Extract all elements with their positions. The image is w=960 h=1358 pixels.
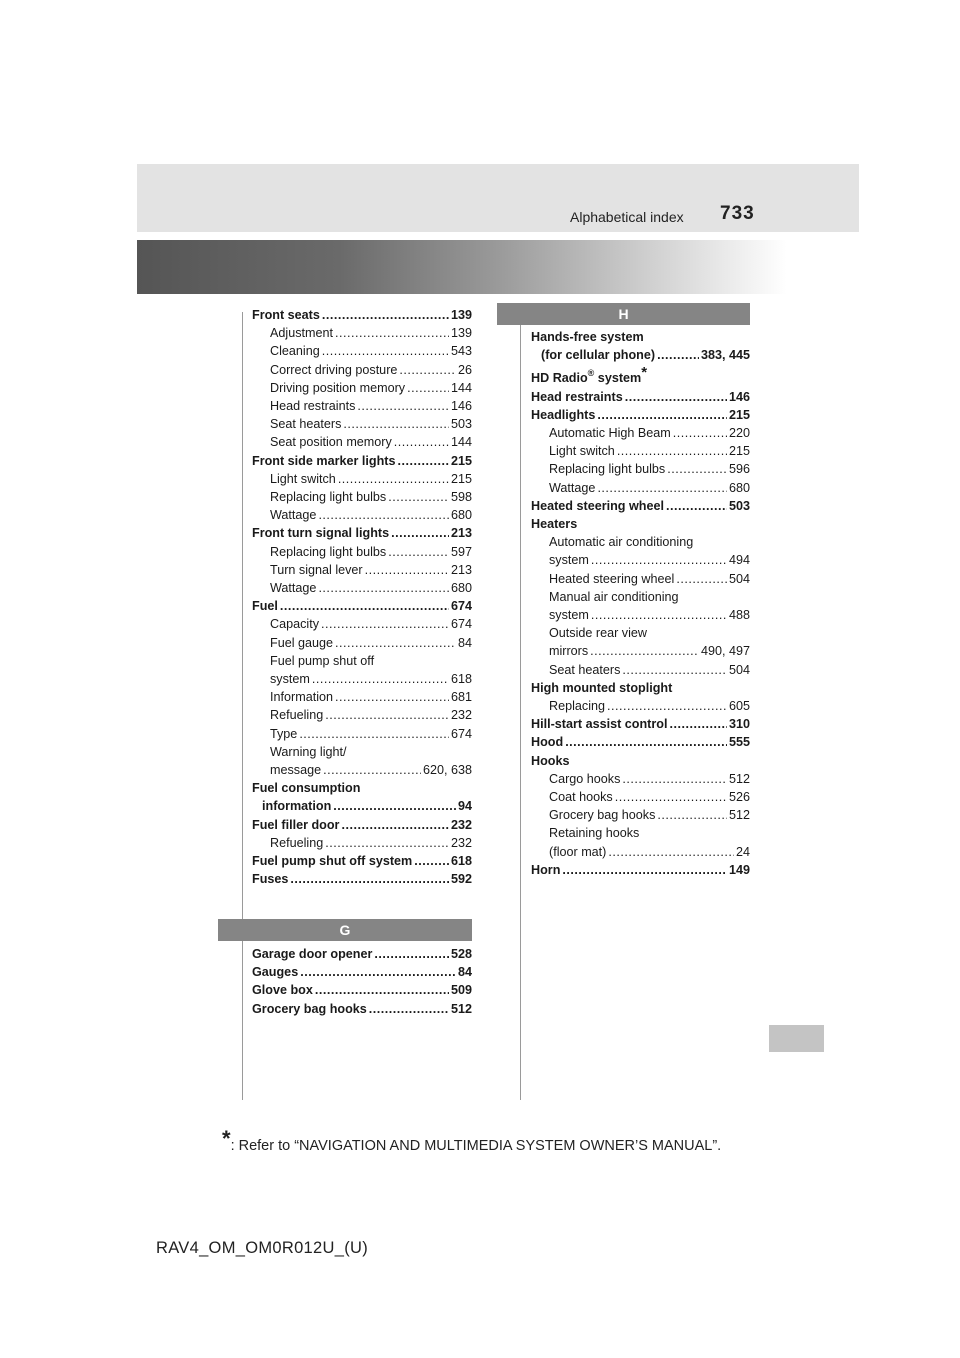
index-entry-continued: Manual air conditioning: [549, 589, 679, 604]
index-entry: Replacing light bulbs ..... 597: [252, 543, 472, 561]
index-entry: Turn signal lever ..... 213: [252, 561, 472, 579]
index-entry: Glove box ..... 509: [252, 981, 472, 999]
index-entry: Garage door opener ..... 528: [252, 945, 472, 963]
left-column-rule: [242, 312, 243, 1100]
index-column-left-g: [252, 945, 472, 1018]
index-entry: Horn ..... 149: [531, 861, 750, 879]
index-entry: Adjustment ..... 139: [252, 324, 472, 342]
chapter-tab: [769, 1025, 824, 1052]
index-entry: Gauges ..... 84: [252, 963, 472, 981]
index-entry: mirrors ..... 490, 497: [531, 642, 750, 660]
index-entry-continued: Hands-free system: [531, 330, 644, 344]
index-entry: Capacity ..... 674: [252, 615, 472, 633]
index-entry: Light switch ..... 215: [252, 470, 472, 488]
index-entry-continued: Automatic air conditioning: [549, 535, 694, 550]
index-entry: Refueling ..... 232: [252, 834, 472, 852]
index-entry: Fuel gauge ..... 84: [252, 634, 472, 652]
document-code: RAV4_OM_OM0R012U_(U): [156, 1239, 369, 1257]
index-entry: (floor mat) ..... 24: [531, 843, 750, 861]
index-entry: Heated steering wheel ..... 504: [531, 570, 750, 588]
index-entry: Light switch ..... 215: [531, 442, 750, 460]
index-entry-continued: Warning light/: [270, 744, 347, 759]
index-entry: Replacing light bulbs ..... 598: [252, 488, 472, 506]
index-entry: Head restraints ..... 146: [531, 388, 750, 406]
letter-heading-g: G: [218, 919, 472, 941]
index-entry: Fuses ..... 592: [252, 870, 472, 888]
index-entry: Information ..... 681: [252, 688, 472, 706]
index-column-right: [531, 328, 750, 879]
index-entry-continued: Outside rear view: [549, 626, 647, 641]
index-entry: Front turn signal lights ..... 213: [252, 524, 472, 542]
index-entry: Wattage ..... 680: [531, 479, 750, 497]
index-entry: system ..... 488: [531, 606, 750, 624]
index-entry-heading: High mounted stoplight: [531, 680, 673, 695]
index-entry: Coat hooks ..... 526: [531, 788, 750, 806]
index-entry: Front seats ..... 139: [252, 306, 472, 324]
index-entry: Fuel pump shut off system ..... 618: [252, 852, 472, 870]
index-entry: Heated steering wheel ..... 503: [531, 497, 750, 515]
footnote-star-icon: *: [222, 1126, 231, 1151]
index-entry: system ..... 494: [531, 551, 750, 569]
index-entry: Seat heaters ..... 503: [252, 415, 472, 433]
index-entry: (for cellular phone) ..... 383, 445: [531, 346, 750, 364]
index-entry-continued: Fuel consumption: [252, 781, 361, 796]
index-entry: Seat heaters ..... 504: [531, 661, 750, 679]
gradient-bar: [137, 240, 859, 294]
index-entry: Wattage ..... 680: [252, 579, 472, 597]
index-entry: Headlights ..... 215: [531, 406, 750, 424]
letter-heading-h: H: [497, 303, 750, 325]
index-entry: Correct driving posture ..... 26: [252, 361, 472, 379]
index-entry: Fuel ..... 674: [252, 597, 472, 615]
index-entry: Front side marker lights ..... 215: [252, 452, 472, 470]
index-entry: information ..... 94: [252, 797, 472, 815]
page-number: 733: [720, 203, 755, 224]
index-entry-continued: Retaining hooks: [549, 826, 640, 841]
index-entry: Wattage ..... 680: [252, 506, 472, 524]
index-entry: Grocery bag hooks ..... 512: [531, 806, 750, 824]
index-column-left: [252, 306, 472, 889]
index-entry: Refueling ..... 232: [252, 706, 472, 724]
index-entry: Type ..... 674: [252, 725, 472, 743]
index-entry: Automatic High Beam ..... 220: [531, 424, 750, 442]
index-entry-hd-radio: HD Radio® system*: [531, 364, 648, 386]
index-entry: Fuel filler door ..... 232: [252, 816, 472, 834]
index-entry: system ..... 618: [252, 670, 472, 688]
index-entry-heading: Heaters: [531, 517, 578, 532]
middle-column-rule: [520, 312, 521, 1100]
index-entry: Hood ..... 555: [531, 733, 750, 751]
footnote-star-icon: *: [641, 364, 648, 382]
index-entry-continued: Fuel pump shut off: [270, 653, 375, 668]
index-entry: Replacing ..... 605: [531, 697, 750, 715]
footnote: *: Refer to “NAVIGATION AND MULTIMEDIA SYSTEM OWNER’S MANUAL”.: [222, 1126, 722, 1154]
index-entry: Cleaning ..... 543: [252, 342, 472, 360]
index-entry: Grocery bag hooks ..... 512: [252, 1000, 472, 1018]
index-entry: message ..... 620, 638: [252, 761, 472, 779]
index-entry-heading: Hooks: [531, 753, 570, 768]
index-entry: Head restraints ..... 146: [252, 397, 472, 415]
index-entry: Cargo hooks ..... 512: [531, 770, 750, 788]
section-title: Alphabetical index: [570, 209, 684, 225]
index-entry: Hill-start assist control ..... 310: [531, 715, 750, 733]
index-entry: Replacing light bulbs ..... 596: [531, 460, 750, 478]
index-entry: Seat position memory ..... 144: [252, 433, 472, 451]
index-entry: Driving position memory ..... 144: [252, 379, 472, 397]
